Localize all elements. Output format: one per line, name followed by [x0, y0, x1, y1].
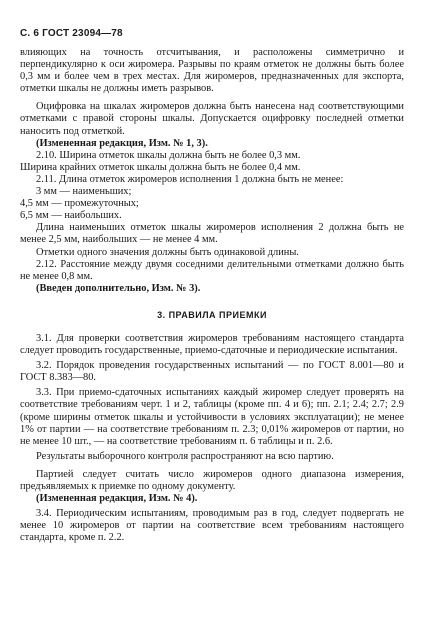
paragraph-sampling-results: Результаты выборочного контроля распространяют на всю партию. [36, 450, 334, 462]
amendment-note-4: (Измененная редакция, Изм. № 4). [36, 493, 198, 505]
paragraph-2-11: 2.11. Длина отметок жиромеров исполнения 1 должна быть не менее: [36, 173, 344, 185]
paragraph-scale-marks: влияющих на точность отсчитывания, и расположены симметрично и перпендикулярно к оси жиромера. Разрывы по краям отметок не должны быть более 0,3 мм и более чем в трех местах. Для жиромеров, предназначенных для экспорта, отметки шкалы не должны иметь разрывов. [20, 47, 404, 95]
paragraph-3-4: 3.4. Периодическим испытаниям, проводимым раз в год, следует подвергать не менее 10 жиромеров от партии на соответствие всем требованиям настоящего стандарта, кроме п. 2.2. [20, 508, 404, 544]
page-header: С. 6 ГОСТ 23094—78 [20, 28, 123, 39]
paragraph-2-10: 2.10. Ширина отметок шкалы должна быть не более 0,3 мм. Ширина крайних отметок шкалы должна быть не более 0,4 мм. [20, 149, 301, 173]
amendment-note-3: (Введен дополнительно, Изм. № 3). [36, 282, 201, 294]
section-heading-acceptance-rules: 3. ПРАВИЛА ПРИЕМКИ [157, 309, 267, 320]
amendment-note-1-3: (Измененная редакция, Изм. № 1, 3). [36, 137, 208, 149]
paragraph-3-1: 3.1. Для проверки соответствия жиромеров требованиям настоящего стандарта следует проводить государственные, приемо-сдаточные и периодические испытания. [20, 332, 404, 357]
paragraph-digitization: Оцифровка на шкалах жиромеров должна быть нанесена над соответствующими отметками с правой стороны шкалы. Допускается оцифровку последней отметки наносить под отметкой. [20, 101, 404, 137]
paragraph-same-value-marks: Отметки одного значения должны быть одинаковой длины. [36, 246, 299, 258]
paragraph-version-2-lengths: Длина наименьших отметок шкалы жиромеров исполнения 2 должна быть не менее 2,5 мм, наибольших — не менее 4 мм. [20, 222, 404, 246]
paragraph-batch-definition: Партией следует считать число жиромеров одного диапазона измерения, предъявляемых к приемке по одному документу. [20, 468, 404, 492]
paragraph-2-12: 2.12. Расстояние между двумя соседними делительными отметками должно быть не менее 0,8 мм. [20, 258, 404, 282]
document-body [20, 47, 404, 544]
paragraph-3-3: 3.3. При приемо-сдаточных испытаниях каждый жиромер следует проверять на соответствие требованиям черт. 1 и 2, таблицы (кроме пп. 4 и 6); пп. 2.1; 2.4; 2.7; 2.9 (кроме ширины отметок шкалы и устойчивости в условиях эксплуатации); не менее 1% от партии — на соответствие требованиям п. 2.3; 0,01% жиромеров от партии, но не менее 10 шт., — на соответствие требованиям п. 6 таблицы и п. 2.6. [20, 387, 404, 447]
paragraph-3-2: 3.2. Порядок проведения государственных испытаний — по ГОСТ 8.001—80 и ГОСТ 8.383—80. [20, 360, 404, 384]
list-mark-lengths: 3 мм — наименьших; 4,5 мм — промежуточных; 6,5 мм — наибольших. [20, 186, 139, 222]
